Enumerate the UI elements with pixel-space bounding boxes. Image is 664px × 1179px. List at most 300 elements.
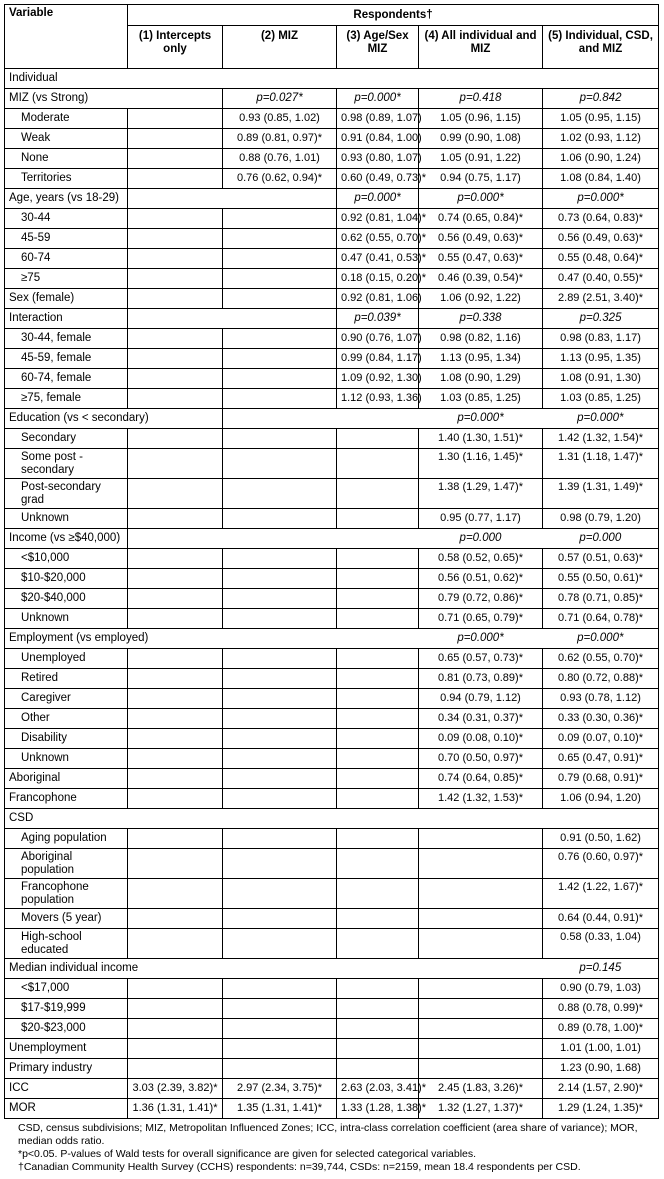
cell: 1.05 (0.91, 1.22) (419, 149, 543, 169)
empty-cell (128, 769, 223, 789)
cell: 2.97 (2.34, 3.75)* (223, 1079, 337, 1099)
empty-cell (128, 329, 223, 349)
p-value: p=0.000* (543, 409, 659, 429)
empty-cell (223, 209, 337, 229)
cell: 0.81 (0.73, 0.89)* (419, 669, 543, 689)
cell: 1.13 (0.95, 1.35) (543, 349, 659, 369)
row-label: 30-44 (5, 209, 128, 229)
cell: 0.71 (0.65, 0.79)* (419, 609, 543, 629)
row-territories (5, 169, 659, 189)
cell: 1.31 (1.18, 1.47)* (543, 449, 659, 479)
row-label: Unknown (5, 509, 128, 529)
row-label: $17-$19,999 (5, 999, 128, 1019)
empty-cell (337, 1039, 419, 1059)
empty-cell (337, 729, 419, 749)
empty-cell (223, 389, 337, 409)
row-label: Age, years (vs 18-29) (5, 189, 128, 209)
p-value: p=0.000* (419, 629, 543, 649)
row-label: MIZ (vs Strong) (5, 89, 223, 109)
row-label: Aboriginal population (5, 849, 128, 879)
row-label: Caregiver (5, 689, 128, 709)
cell: 0.79 (0.72, 0.86)* (419, 589, 543, 609)
empty-cell (223, 609, 337, 629)
empty-cell (223, 1019, 337, 1039)
section-label: Individual (5, 69, 659, 89)
cell: 1.23 (0.90, 1.68) (543, 1059, 659, 1079)
empty-cell (337, 999, 419, 1019)
multilevel-model-table (4, 4, 659, 1119)
p-value: p=0.325 (543, 309, 659, 329)
cell: 0.73 (0.64, 0.83)* (543, 209, 659, 229)
empty-cell (223, 709, 337, 729)
row-int-30-44 (5, 329, 659, 349)
empty-cell (223, 369, 337, 389)
row-label: ICC (5, 1079, 128, 1099)
header-col-1: (1) Intercepts only (128, 26, 223, 69)
cell: 1.06 (0.94, 1.20) (543, 789, 659, 809)
row-label: 60-74, female (5, 369, 128, 389)
cell: 0.99 (0.90, 1.08) (419, 129, 543, 149)
section-label: CSD (5, 809, 659, 829)
section-csd (5, 809, 659, 829)
empty-cell (128, 879, 223, 909)
cell: 0.34 (0.31, 0.37)* (419, 709, 543, 729)
empty-cell (128, 789, 223, 809)
empty-cell (337, 749, 419, 769)
empty-cell (223, 909, 337, 929)
row-median-income (5, 959, 659, 979)
cell: 0.57 (0.51, 0.63)* (543, 549, 659, 569)
empty-cell (128, 449, 223, 479)
cell: 0.93 (0.78, 1.12) (543, 689, 659, 709)
cell: 0.90 (0.79, 1.03) (543, 979, 659, 999)
table-footnotes (4, 1122, 658, 1174)
row-int-60-74 (5, 369, 659, 389)
cell: 0.56 (0.49, 0.63)* (419, 229, 543, 249)
empty-cell (223, 769, 337, 789)
cell: 0.56 (0.49, 0.63)* (543, 229, 659, 249)
empty-cell (223, 229, 337, 249)
p-value: p=0.000* (337, 89, 419, 109)
row-int-45-59 (5, 349, 659, 369)
row-label: Francophone population (5, 879, 128, 909)
empty-cell (337, 429, 419, 449)
cell: 1.30 (1.16, 1.45)* (419, 449, 543, 479)
empty-cell (223, 289, 337, 309)
row-label: Francophone (5, 789, 128, 809)
row-csd-francophone (5, 879, 659, 909)
empty-cell (337, 509, 419, 529)
results-table-figure (4, 4, 658, 1174)
row-emp-disability (5, 729, 659, 749)
row-label: $20-$40,000 (5, 589, 128, 609)
row-label: $10-$20,000 (5, 569, 128, 589)
empty-cell (128, 309, 337, 329)
empty-cell (419, 879, 543, 909)
cell: 0.91 (0.50, 1.62) (543, 829, 659, 849)
empty-cell (223, 1039, 337, 1059)
p-value: p=0.000* (543, 189, 659, 209)
empty-cell (223, 269, 337, 289)
p-value: p=0.418 (419, 89, 543, 109)
cell: 1.35 (1.31, 1.41)* (223, 1099, 337, 1119)
cell: 1.42 (1.32, 1.54)* (543, 429, 659, 449)
row-unemployment (5, 1039, 659, 1059)
cell: 1.05 (0.95, 1.15) (543, 109, 659, 129)
row-age-30-44 (5, 209, 659, 229)
empty-cell (223, 569, 337, 589)
empty-cell (223, 729, 337, 749)
row-miz (5, 89, 659, 109)
cell: 0.91 (0.84, 1.00) (337, 129, 419, 149)
row-label: ≥75, female (5, 389, 128, 409)
row-inc-lt10 (5, 549, 659, 569)
empty-cell (419, 829, 543, 849)
cell: 0.18 (0.15, 0.20)* (337, 269, 419, 289)
cell: 0.88 (0.78, 0.99)* (543, 999, 659, 1019)
row-label: ≥75 (5, 269, 128, 289)
cell (128, 169, 223, 189)
p-value: p=0.000* (543, 629, 659, 649)
row-emp-other (5, 709, 659, 729)
row-label: Median individual income (5, 959, 543, 979)
row-icc (5, 1079, 659, 1099)
empty-cell (337, 1019, 419, 1039)
empty-cell (223, 689, 337, 709)
empty-cell (337, 569, 419, 589)
cell: 0.98 (0.89, 1.07) (337, 109, 419, 129)
empty-cell (128, 349, 223, 369)
cell: 2.89 (2.51, 3.40)* (543, 289, 659, 309)
empty-cell (128, 229, 223, 249)
row-interaction (5, 309, 659, 329)
empty-cell (223, 429, 337, 449)
empty-cell (128, 479, 223, 509)
row-csd-movers (5, 909, 659, 929)
cell: 0.65 (0.47, 0.91)* (543, 749, 659, 769)
row-label: Interaction (5, 309, 128, 329)
cell: 0.90 (0.76, 1.07) (337, 329, 419, 349)
cell: 1.02 (0.93, 1.12) (543, 129, 659, 149)
cell: 2.63 (2.03, 3.41)* (337, 1079, 419, 1099)
cell (128, 109, 223, 129)
row-edu-unknown (5, 509, 659, 529)
cell: 0.65 (0.57, 0.73)* (419, 649, 543, 669)
cell: 0.74 (0.64, 0.85)* (419, 769, 543, 789)
row-age-75 (5, 269, 659, 289)
cell: 0.46 (0.39, 0.54)* (419, 269, 543, 289)
empty-cell (128, 249, 223, 269)
cell: 0.62 (0.55, 0.70)* (337, 229, 419, 249)
cell: 0.93 (0.80, 1.07) (337, 149, 419, 169)
row-label: Unknown (5, 749, 128, 769)
row-label: 45-59 (5, 229, 128, 249)
cell: 0.62 (0.55, 0.70)* (543, 649, 659, 669)
cell: 0.93 (0.85, 1.02) (223, 109, 337, 129)
empty-cell (419, 979, 543, 999)
empty-cell (128, 389, 223, 409)
empty-cell (223, 979, 337, 999)
empty-cell (128, 269, 223, 289)
row-label: Secondary (5, 429, 128, 449)
row-label: MOR (5, 1099, 128, 1119)
row-label: Post-secondary grad (5, 479, 128, 509)
empty-cell (223, 1059, 337, 1079)
cell: 0.71 (0.64, 0.78)* (543, 609, 659, 629)
header-col-3: (3) Age/Sex MIZ (337, 26, 419, 69)
row-label: Employment (vs employed) (5, 629, 419, 649)
row-csd-aboriginal (5, 849, 659, 879)
empty-cell (223, 549, 337, 569)
cell: 0.33 (0.30, 0.36)* (543, 709, 659, 729)
empty-cell (419, 1039, 543, 1059)
row-label: Education (vs < secondary) (5, 409, 223, 429)
empty-cell (337, 829, 419, 849)
row-label: Unemployed (5, 649, 128, 669)
row-label: <$10,000 (5, 549, 128, 569)
row-label: Some post - secondary (5, 449, 128, 479)
empty-cell (337, 589, 419, 609)
row-csd-aging (5, 829, 659, 849)
p-value: p=0.338 (419, 309, 543, 329)
row-inc-unknown (5, 609, 659, 629)
empty-cell (337, 1059, 419, 1079)
empty-cell (337, 769, 419, 789)
cell: 0.98 (0.79, 1.20) (543, 509, 659, 529)
p-value: p=0.039* (337, 309, 419, 329)
cell: 0.76 (0.60, 0.97)* (543, 849, 659, 879)
empty-cell (128, 929, 223, 959)
empty-cell (419, 999, 543, 1019)
row-emp-unknown (5, 749, 659, 769)
empty-cell (223, 879, 337, 909)
row-csd-highschool (5, 929, 659, 959)
empty-cell (337, 649, 419, 669)
cell: 1.32 (1.27, 1.37)* (419, 1099, 543, 1119)
cell: 0.70 (0.50, 0.97)* (419, 749, 543, 769)
cell: 0.92 (0.81, 1.04)* (337, 209, 419, 229)
p-value: p=0.000* (419, 189, 543, 209)
p-value: p=0.842 (543, 89, 659, 109)
row-label: Unknown (5, 609, 128, 629)
empty-cell (223, 329, 337, 349)
row-primary-industry (5, 1059, 659, 1079)
cell: 0.89 (0.81, 0.97)* (223, 129, 337, 149)
cell: 1.39 (1.31, 1.49)* (543, 479, 659, 509)
empty-cell (337, 849, 419, 879)
row-edu-some-post (5, 449, 659, 479)
empty-cell (128, 189, 337, 209)
empty-cell (128, 569, 223, 589)
row-int-75 (5, 389, 659, 409)
row-label: Other (5, 709, 128, 729)
empty-cell (337, 689, 419, 709)
header-col-4: (4) All individual and MIZ (419, 26, 543, 69)
row-label: Income (vs ≥$40,000) (5, 529, 128, 549)
empty-cell (337, 879, 419, 909)
row-label: 60-74 (5, 249, 128, 269)
cell: 1.01 (1.00, 1.01) (543, 1039, 659, 1059)
empty-cell (223, 479, 337, 509)
p-value: p=0.000* (337, 189, 419, 209)
empty-cell (128, 829, 223, 849)
cell: 0.55 (0.48, 0.64)* (543, 249, 659, 269)
row-label: High-school educated (5, 929, 128, 959)
cell: 0.64 (0.44, 0.91)* (543, 909, 659, 929)
cell: 2.14 (1.57, 2.90)* (543, 1079, 659, 1099)
cell: 1.05 (0.96, 1.15) (419, 109, 543, 129)
header-col-2: (2) MIZ (223, 26, 337, 69)
empty-cell (128, 289, 223, 309)
empty-cell (128, 909, 223, 929)
cell: 1.03 (0.85, 1.25) (419, 389, 543, 409)
row-age-45-59 (5, 229, 659, 249)
row-aboriginal (5, 769, 659, 789)
cell: 1.33 (1.28, 1.38)* (337, 1099, 419, 1119)
empty-cell (128, 849, 223, 879)
row-label: Aging population (5, 829, 128, 849)
cell: 1.36 (1.31, 1.41)* (128, 1099, 223, 1119)
row-emp-retired (5, 669, 659, 689)
empty-cell (223, 789, 337, 809)
cell: 0.09 (0.08, 0.10)* (419, 729, 543, 749)
row-label: $20-$23,000 (5, 1019, 128, 1039)
cell: 0.78 (0.71, 0.85)* (543, 589, 659, 609)
row-mi-20-23 (5, 1019, 659, 1039)
row-employment (5, 629, 659, 649)
row-emp-unemployed (5, 649, 659, 669)
empty-cell (128, 549, 223, 569)
cell: 0.58 (0.52, 0.65)* (419, 549, 543, 569)
row-label: Disability (5, 729, 128, 749)
empty-cell (128, 729, 223, 749)
cell: 0.95 (0.77, 1.17) (419, 509, 543, 529)
cell: 0.89 (0.78, 1.00)* (543, 1019, 659, 1039)
empty-cell (337, 929, 419, 959)
cell: 1.09 (0.92, 1.30) (337, 369, 419, 389)
empty-cell (128, 1019, 223, 1039)
header-respondents: Respondents† (128, 5, 659, 26)
row-none (5, 149, 659, 169)
empty-cell (419, 1059, 543, 1079)
row-emp-caregiver (5, 689, 659, 709)
row-inc-20-40 (5, 589, 659, 609)
row-age (5, 189, 659, 209)
row-label: Sex (female) (5, 289, 128, 309)
cell: 1.03 (0.85, 1.25) (543, 389, 659, 409)
empty-cell (337, 609, 419, 629)
header-row-group (5, 5, 659, 26)
row-mi-lt17 (5, 979, 659, 999)
empty-cell (337, 909, 419, 929)
empty-cell (337, 449, 419, 479)
cell: 3.03 (2.39, 3.82)* (128, 1079, 223, 1099)
empty-cell (128, 689, 223, 709)
empty-cell (128, 649, 223, 669)
empty-cell (337, 479, 419, 509)
empty-cell (419, 909, 543, 929)
p-value: p=0.000 (419, 529, 543, 549)
row-label: Moderate (5, 109, 128, 129)
empty-cell (223, 449, 337, 479)
empty-cell (419, 929, 543, 959)
empty-cell (128, 709, 223, 729)
empty-cell (419, 1019, 543, 1039)
cell: 0.09 (0.07, 0.10)* (543, 729, 659, 749)
row-sex (5, 289, 659, 309)
cell: 1.08 (0.91, 1.30) (543, 369, 659, 389)
cell: 1.06 (0.92, 1.22) (419, 289, 543, 309)
cell: 1.06 (0.90, 1.24) (543, 149, 659, 169)
footnote-sample: †Canadian Community Health Survey (CCHS) respondents: n=39,744, CSDs: n=2159, mean 18.4 respondents per CSD. (18, 1161, 581, 1173)
empty-cell (223, 849, 337, 879)
row-inc-10-20 (5, 569, 659, 589)
cell: 0.47 (0.41, 0.53)* (337, 249, 419, 269)
cell (128, 149, 223, 169)
cell: 1.29 (1.24, 1.35)* (543, 1099, 659, 1119)
empty-cell (223, 669, 337, 689)
row-label: Primary industry (5, 1059, 128, 1079)
section-individual (5, 69, 659, 89)
row-label: <$17,000 (5, 979, 128, 999)
empty-cell (128, 589, 223, 609)
empty-cell (223, 999, 337, 1019)
cell: 2.45 (1.83, 3.26)* (419, 1079, 543, 1099)
empty-cell (128, 669, 223, 689)
empty-cell (128, 429, 223, 449)
cell: 0.94 (0.75, 1.17) (419, 169, 543, 189)
row-weak (5, 129, 659, 149)
row-label: Retired (5, 669, 128, 689)
empty-cell (337, 669, 419, 689)
p-value: p=0.145 (543, 959, 659, 979)
cell: 1.42 (1.22, 1.67)* (543, 879, 659, 909)
row-label: Weak (5, 129, 128, 149)
empty-cell (337, 789, 419, 809)
row-moderate (5, 109, 659, 129)
cell: 0.98 (0.82, 1.16) (419, 329, 543, 349)
cell: 0.56 (0.51, 0.62)* (419, 569, 543, 589)
row-label: 45-59, female (5, 349, 128, 369)
empty-cell (128, 369, 223, 389)
header-col-5: (5) Individual, CSD, and MIZ (543, 26, 659, 69)
row-label: 30-44, female (5, 329, 128, 349)
cell: 1.13 (0.95, 1.34) (419, 349, 543, 369)
header-variable: Variable (5, 5, 128, 69)
empty-cell (337, 709, 419, 729)
row-francophone (5, 789, 659, 809)
empty-cell (337, 979, 419, 999)
cell: 0.74 (0.65, 0.84)* (419, 209, 543, 229)
empty-cell (128, 1059, 223, 1079)
empty-cell (223, 829, 337, 849)
empty-cell (223, 749, 337, 769)
row-label: Territories (5, 169, 128, 189)
empty-cell (223, 509, 337, 529)
cell: 0.76 (0.62, 0.94)* (223, 169, 337, 189)
p-value: p=0.000 (543, 529, 659, 549)
row-education (5, 409, 659, 429)
row-label: Aboriginal (5, 769, 128, 789)
cell: 0.55 (0.50, 0.61)* (543, 569, 659, 589)
cell (128, 129, 223, 149)
empty-cell (223, 249, 337, 269)
cell: 0.94 (0.79, 1.12) (419, 689, 543, 709)
cell: 1.12 (0.93, 1.36) (337, 389, 419, 409)
row-income (5, 529, 659, 549)
row-age-60-74 (5, 249, 659, 269)
empty-cell (128, 749, 223, 769)
